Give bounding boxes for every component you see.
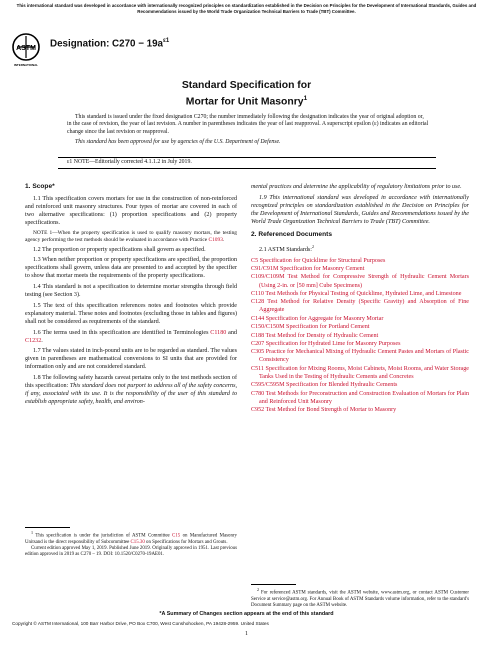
dod-approval: This standard has been approved for use by agencies of the U.S. Department of Defense. — [75, 139, 281, 146]
reference-item[interactable] — [251, 290, 469, 298]
footnote-rule — [25, 527, 70, 528]
page-number: 1 — [245, 631, 248, 637]
reference-list — [251, 257, 469, 415]
reference-item[interactable] — [251, 348, 469, 364]
section-heading: 1. Scope* — [25, 183, 55, 190]
right-column: mental practices and determine the applicability of regulatory limitations prior to use. 1.9 This international standard was developed in accordance with internationally recognized principles on standardization established in the Decision on Principles for the Development of International Standards, Guides and Recommendations issued by the World Trade Organization Technical Barriers to Trade (TBT) Committee. 2. Referenced Documents 2.1 ASTM Standards:$^2$ C5 Specification for Quicklime for Structural Purposes C91/C91M Specification for Masonry Cement C109/C109M Test Method for Compressive Strength of Hydraulic Cement Mortars (Using 2-in. or [50 mm] Cube Specimens) C110 Test Methods for Physical Testing of Quicklime, Hydrated Lime, and Limestone C128 Test Method for Relative Density (Specific Gravity) and Absorption of Fine Aggregate C144 Specification for Aggregate for Masonry Mortar C150/C150M Specification for Portland Cement C188 Test Method for Density of Hydraulic Cement C207 Specification for Hydrated Lime for Masonry Purposes C305 Practice for Mechanical Mixing of Hydraulic Cement Pastes and Mortars of Plastic Consistency C511 Specification for Mixing Rooms, Moist Cabinets, Moist Rooms, and Water Storage Tanks Used in the Testing of Hydraulic Cements and Concretes C595/C595M Specification for Blended Hydraulic Cements C780 Test Methods for Preconstruction and Construction Evaluation of Mortars for Plain and Reinforced Unit Masonry C952 Test Method for Bond Strength of Mortar to Masonry — [251, 184, 469, 414]
reference-code[interactable]: C5 — [251, 257, 259, 264]
footnote-1: $^1$ This specification is under the jurisdiction of ASTM Committee C15 on Manufactured Masonry Unitsand is the direct responsibility of Subcommittee C15.30 on Specifications for Mortars and Grouts. Current edition approved May 1, 2019. Published June 2019. Originally approved in 1951. Last previous edition approved in 2019 as C270 – 19. DOI: 10.1520/C0270-19AE01. — [25, 530, 237, 557]
reference-item[interactable] — [251, 315, 469, 323]
reference-item[interactable] — [251, 273, 469, 289]
reference-code[interactable]: C128 — [251, 299, 265, 306]
reference-item[interactable] — [251, 390, 469, 406]
reference-item[interactable] — [251, 257, 469, 265]
ref-link[interactable]: C1180 — [210, 329, 227, 336]
editorial-note: ε1 NOTE—Editorially corrected 4.1.1.2 in July 2019. — [67, 159, 192, 165]
reference-title[interactable]: Specification for Portland Cement — [284, 324, 370, 331]
reference-title[interactable]: Specification for Hydrated Lime for Masonry Purposes — [264, 341, 401, 347]
svg-text:ASTM: ASTM — [16, 45, 36, 52]
ref-link[interactable]: C1232 — [25, 337, 42, 344]
reference-code[interactable]: C144 — [251, 315, 265, 322]
copyright: Copyright © ASTM International, 100 Barr Harbor Drive, PO Box C700, West Conshohocken, PA 19428-2959. United States — [12, 621, 269, 626]
left-column: 1. Scope* 1.1 This specification covers mortars for use in the construction of non-reinforced and reinforced unit masonry structures. Four types of mortar are covered in each of two alternative specifications: (1) proportion specifications and (2) property specifications. NOTE 1—When the property specification is used to qualify masonry mortars, the testing agency performing the test methods should be evaluated in accordance with Practice C1093. 1.2 The proportion or property specifications shall govern as specified. 1.3 When neither proportion or property specifications are specified, the proportion specifications shall govern, unless data are presented to and accepted by the specifier to show that mortar meets the requirements of the property specifications. 1.4 This standard is not a specification to determine mortar strengths through field testing (see Section 3). 1.5 The text of this specification references notes and footnotes which provide explanatory material. These notes and footnotes (excluding those in tables and figures) shall not be considered as requirements of the standard. 1.6 The terms used in this specification are identified in Terminologies C1180 and C1232. 1.7 The values stated in inch-pound units are to be regarded as standard. The values given in parentheses are mathematical conversions to SI units that are provided for information only and are not considered standard. 1.8 The following safety hazards caveat pertains only to the test methods section of this specification: This standard does not purport to address all of the safety concerns, if any, associated with its use. It is the responsibility of the user of this standard to establish appropriate safety, health, and environ- — [25, 183, 238, 406]
logo-text: INTERNATIONAL — [13, 63, 39, 67]
reference-code[interactable]: C207 — [251, 341, 265, 347]
reference-title[interactable]: Specification for Masonry Cement — [278, 266, 365, 273]
document-title: Standard Specification for Mortar for Unit Masonry$^1$ — [181, 80, 312, 107]
reference-item[interactable] — [251, 381, 469, 389]
reference-title[interactable]: Practice for Mechanical Mixing of Hydraulic Cement Pastes and Mortars of Plastic Consistency — [259, 349, 469, 364]
reference-code[interactable]: C780 — [251, 390, 265, 397]
reference-title[interactable]: Test Method for Bond Strength of Mortar to Masonry — [264, 407, 397, 414]
reference-item[interactable] — [251, 298, 469, 314]
reference-item[interactable] — [251, 265, 469, 273]
reference-title[interactable]: Specification for Blended Hydraulic Cements — [284, 382, 398, 389]
section-heading: 2. Referenced Documents — [251, 230, 332, 238]
reference-title[interactable]: Test Methods for Preconstruction and Construction Evaluation of Mortars for Plain and Reinforced Unit Masonry — [259, 390, 469, 405]
reference-code[interactable]: C109/C109M — [251, 274, 285, 281]
reference-item[interactable] — [251, 323, 469, 331]
ref-link[interactable]: C15.30 — [130, 539, 145, 545]
footnote-rule — [251, 584, 296, 585]
summary-note: *A Summary of Changes section appears at the end of this standard — [159, 611, 334, 617]
reference-title[interactable]: Specification for Mixing Rooms, Moist Cabinets, Moist Rooms, and Water Storage Tanks Used in the Testing of Hydraulic Cements and Concretes — [259, 365, 469, 380]
designation: Designation: $C270 - 19a^{\varepsilon 1}$ — [50, 38, 170, 50]
reference-code[interactable]: C305 — [251, 349, 265, 356]
reference-code[interactable]: C952 — [251, 407, 265, 414]
reference-code[interactable]: C91/C91M — [251, 266, 279, 273]
reference-code[interactable]: C150/C150M — [251, 324, 285, 331]
reference-title[interactable]: Test Method for Density of Hydraulic Cement — [264, 332, 379, 339]
reference-code[interactable]: C188 — [251, 332, 265, 339]
reference-title[interactable]: Test Method for Compressive Strength of Hydraulic Cement Mortars (Using 2-in. or [50 mm] Cube Specimens) — [259, 274, 469, 289]
reference-title[interactable]: Test Methods for Physical Testing of Quicklime, Hydrated Lime, and Limestone — [263, 290, 462, 297]
reference-item[interactable] — [251, 406, 469, 414]
reference-item[interactable] — [251, 365, 469, 381]
reference-title[interactable]: Specification for Aggregate for Masonry Mortar — [264, 315, 384, 322]
reference-item[interactable] — [251, 332, 469, 340]
astm-logo-icon — [11, 32, 41, 68]
reference-title[interactable]: Specification for Quicklime for Structural Purposes — [258, 257, 386, 264]
reference-code[interactable]: C595/C595M — [251, 382, 285, 389]
ref-link[interactable]: C15 — [172, 533, 181, 539]
intro-block — [67, 114, 429, 150]
divider — [58, 157, 436, 158]
intro-paragraph: This standard is issued under the fixed designation C270; the number immediately following the designation indicates the year of original adoption or, in the case of revision, the year of last revision. A number in parentheses indicates the year of last reapproval. A superscript epsilon (ε) indicates an editorial change since the last revision or reapproval. — [67, 114, 429, 135]
reference-code[interactable]: C511 — [251, 365, 264, 372]
ref-link[interactable]: C1093 — [208, 236, 223, 243]
footnote-2: $^2$ For referenced ASTM standards, visit the ASTM website, www.astm.org, or contact ASTM Customer Service at service@astm.org. For Annual Book of ASTM Standards volume information, refer to the standard's Document Summary page on the ASTM website. — [251, 587, 469, 608]
tbt-notice: This international standard was developed in accordance with internationally recognized principles on standardization established in the Decision on Principles for the Development of International Standards, Guides and Recommendations issued by the World Trade Organization Technical Barriers to Trade (TBT) Committee. — [16, 3, 477, 15]
reference-code[interactable]: C110 — [251, 290, 264, 297]
reference-item[interactable] — [251, 340, 469, 348]
divider — [58, 168, 436, 169]
reference-title[interactable]: Test Method for Relative Density (Specific Gravity) and Absorption of Fine Aggregate — [259, 299, 469, 314]
